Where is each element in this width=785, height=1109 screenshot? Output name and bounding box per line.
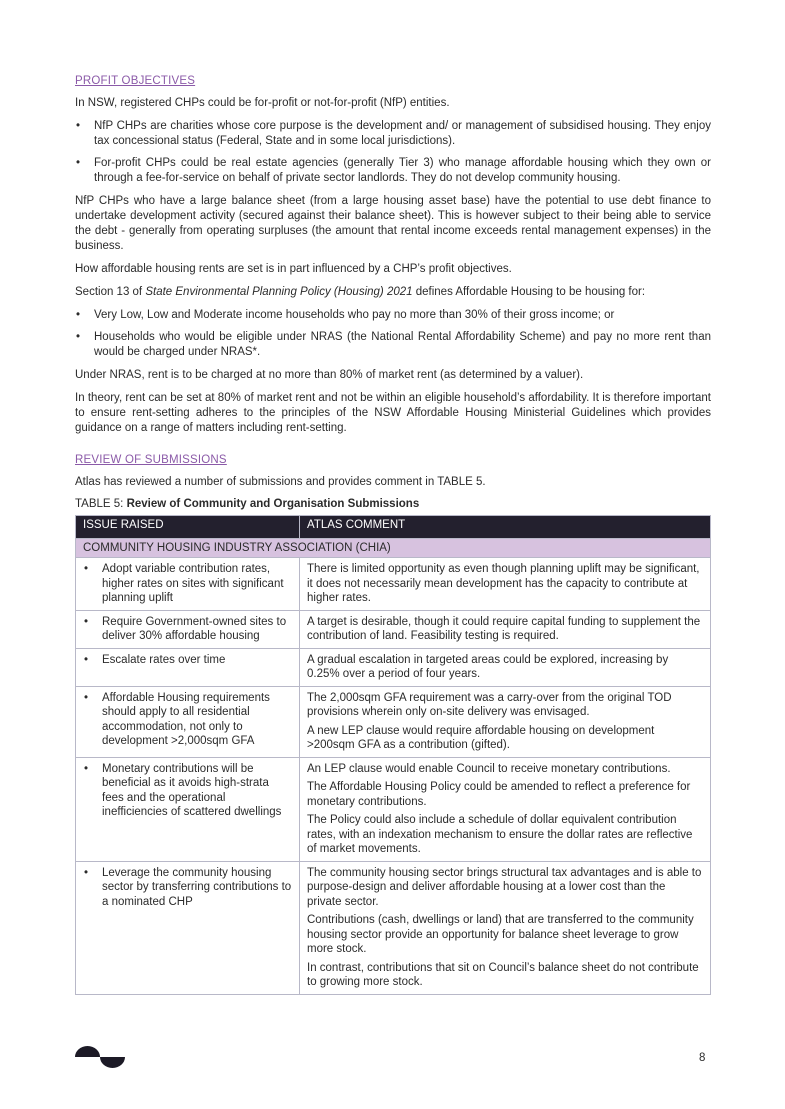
table-row: [76, 558, 711, 611]
chp-types-list: [75, 119, 711, 186]
table-row: [76, 610, 711, 648]
table-row: [76, 686, 711, 757]
table-row: [76, 861, 711, 994]
issue-cell: [76, 861, 300, 994]
comment-text: In contrast, contributions that sit on Council’s balance sheet do not contribute to growing more stock.: [307, 961, 699, 988]
table-caption-title: Review of Community and Organisation Submissions: [126, 498, 420, 510]
comment-text: The 2,000sqm GFA requirement was a carry-over from the original TOD provisions wherein only on-site delivery was envisaged.: [307, 691, 672, 718]
issue-text: • Adopt variable contribution rates, higher rates on sites with significant planning uplift: [83, 562, 292, 606]
profit-objectives-heading: PROFIT OBJECTIVES: [75, 75, 196, 87]
comment-cell: [300, 757, 711, 861]
issue-cell: [76, 610, 300, 648]
comment-cell: [300, 558, 711, 611]
page-content: [75, 75, 711, 995]
issue-cell: [76, 558, 300, 611]
table-row: [76, 648, 711, 686]
list-item: • Very Low, Low and Moderate income households who pay no more than 30% of their gross income; or: [75, 308, 711, 323]
affordable-housing-definition-list: [75, 308, 711, 360]
section-13-paragraph: [75, 285, 711, 300]
section-13-prefix: Section 13 of: [75, 286, 146, 298]
comment-text: A new LEP clause would require affordable housing on development >200sqm GFA as a contribution (gifted).: [307, 724, 655, 751]
comment-cell: [300, 686, 711, 757]
comment-text: The Affordable Housing Policy could be amended to reflect a preference for monetary contributions.: [307, 781, 691, 808]
comment-text: Contributions (cash, dwellings or land) that are transferred to the community housing sector provide an opportunity for balance sheet leverage to grow more stock.: [307, 914, 694, 955]
comment-cell: [300, 861, 711, 994]
group-row: [76, 539, 711, 558]
review-intro: Atlas has reviewed a number of submissions and provides comment in TABLE 5.: [75, 476, 486, 488]
issue-text: • Require Government-owned sites to deliver 30% affordable housing: [83, 615, 292, 644]
table-caption-prefix: TABLE 5:: [75, 498, 127, 510]
issue-text: • Escalate rates over time: [83, 653, 292, 668]
nras-paragraph: Under NRAS, rent is to be charged at no more than 80% of market rent (as determined by a valuer).: [75, 369, 584, 381]
submissions-table: [75, 515, 711, 995]
issue-text: • Monetary contributions will be beneficial as it avoids high-strata fees and the operational inefficiencies of scattered dwellings: [83, 762, 292, 820]
issue-text: • Affordable Housing requirements should apply to all residential accommodation, not only to development >2,000sqm GFA: [83, 691, 292, 749]
issue-cell: [76, 686, 300, 757]
rent-setting-paragraph: In theory, rent can be set at 80% of market rent and not be within an eligible household’s affordability. It is therefore important to ensure rent-setting adheres to the principles of the NSW Affordable Housing Ministerial Guidelines which provides guidance on a range of matters including rent-setting.: [75, 392, 711, 434]
table-row: [76, 757, 711, 861]
comment-text: An LEP clause would enable Council to receive monetary contributions.: [307, 762, 671, 775]
comment-cell: [300, 648, 711, 686]
section-13-suffix: defines Affordable Housing to be housing for:: [412, 286, 646, 298]
rents-paragraph: How affordable housing rents are set is in part influenced by a CHP’s profit objectives.: [75, 263, 512, 275]
table-header-row: [76, 516, 711, 539]
issue-cell: [76, 648, 300, 686]
profit-intro: In NSW, registered CHPs could be for-profit or not-for-profit (NfP) entities.: [75, 97, 450, 109]
issue-text: • Leverage the community housing sector by transferring contributions to a nominated CHP: [83, 866, 292, 910]
page-number: 8: [699, 1052, 706, 1064]
comment-text: The community housing sector brings structural tax advantages and is able to purpose-design and deliver affordable housing at a lower cost than the private sector.: [307, 866, 702, 908]
list-item: • Households who would be eligible under NRAS (the National Rental Affordability Scheme) and pay no more rent than would be charged under NRAS*.: [75, 330, 711, 360]
review-of-submissions-heading: REVIEW OF SUBMISSIONS: [75, 454, 227, 466]
atlas-logo-icon: [75, 1046, 125, 1070]
comment-text: The Policy could also include a schedule of dollar equivalent contribution rates, with an indexation mechanism to ensure the dollar rates are reflective of market movements.: [307, 814, 693, 855]
group-label: COMMUNITY HOUSING INDUSTRY ASSOCIATION (CHIA): [76, 539, 711, 558]
issue-cell: [76, 757, 300, 861]
column-header-issue: ISSUE RAISED: [76, 516, 300, 539]
table-caption: [75, 498, 711, 510]
policy-title: State Environmental Planning Policy (Housing) 2021: [145, 286, 413, 298]
comment-text: A gradual escalation in targeted areas could be explored, increasing by 0.25% over a period of four years.: [307, 653, 669, 680]
list-item: • For-profit CHPs could be real estate agencies (generally Tier 3) who manage affordable housing which they own or through a fee-for-service on behalf of private sector landlords. They do not develop community housing.: [75, 156, 711, 186]
column-header-comment: ATLAS COMMENT: [300, 516, 711, 539]
list-item: • NfP CHPs are charities whose core purpose is the development and/ or management of subsidised housing. They enjoy tax concessional status (Federal, State and in some local jurisdictions).: [75, 119, 711, 149]
comment-text: There is limited opportunity as even though planning uplift may be significant, it does not necessarily mean development has the capacity to contribute at higher rates.: [307, 563, 700, 604]
comment-text: A target is desirable, though it could require capital funding to supplement the contribution of land. Feasibility testing is required.: [307, 615, 701, 642]
balance-sheet-paragraph: NfP CHPs who have a large balance sheet (from a large housing asset base) have the potential to use debt finance to undertake development activity (secured against their balance sheet). This is however subject to their being able to service the debt - generally from operating surpluses (the amount that rental income exceeds rental management expenses) in the business.: [75, 195, 711, 252]
comment-cell: [300, 610, 711, 648]
